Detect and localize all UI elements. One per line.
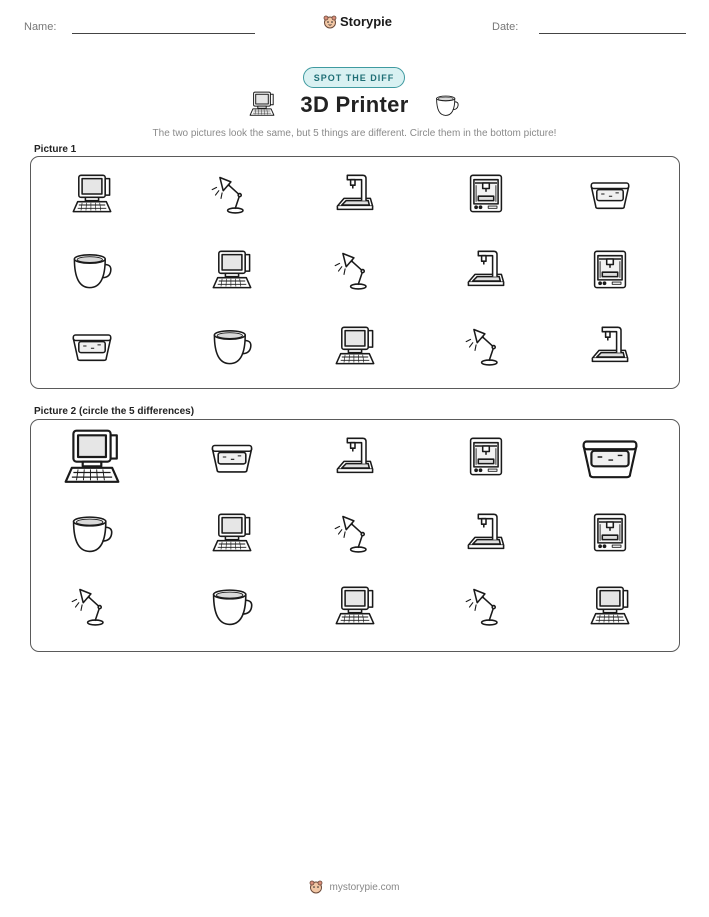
computer-icon xyxy=(210,248,254,292)
title-cup-icon xyxy=(431,92,463,118)
storage-bin-icon[interactable] xyxy=(209,434,255,480)
storage-bin-icon xyxy=(588,172,632,216)
desk-lamp-icon xyxy=(333,248,377,292)
computer-icon[interactable] xyxy=(333,584,377,628)
picture1-label: Picture 1 xyxy=(34,144,77,155)
desk-lamp-icon xyxy=(464,324,508,368)
computer-icon xyxy=(333,324,377,368)
3d-printer-base-icon[interactable] xyxy=(464,511,508,555)
desk-lamp-icon[interactable] xyxy=(464,584,508,628)
footer xyxy=(0,880,709,894)
storypie-mascot-icon xyxy=(323,15,337,29)
desk-lamp-icon[interactable] xyxy=(70,584,114,628)
page-title: 3D Printer xyxy=(300,92,409,117)
footer-site: mystorypie.com xyxy=(329,881,400,893)
3d-printer-base-icon xyxy=(333,172,377,216)
3d-printer-base-icon xyxy=(464,248,508,292)
3d-printer-base-icon[interactable] xyxy=(333,435,377,479)
storypie-mascot-icon xyxy=(309,880,323,894)
name-line[interactable] xyxy=(72,33,255,34)
computer-icon[interactable] xyxy=(210,511,254,555)
cup-icon[interactable] xyxy=(69,510,115,556)
desk-lamp-icon[interactable] xyxy=(333,511,377,555)
3d-printer-cube-icon[interactable] xyxy=(464,435,508,479)
date-label: Date: xyxy=(492,21,519,33)
picture2-label: Picture 2 (circle the 5 differences) xyxy=(34,406,195,417)
computer-icon[interactable] xyxy=(588,584,632,628)
computer-icon[interactable] xyxy=(61,426,123,488)
cup-icon xyxy=(210,324,254,368)
date-line[interactable] xyxy=(539,33,686,34)
brand-logo xyxy=(323,14,392,29)
3d-printer-base-icon xyxy=(588,324,632,368)
storage-bin-icon[interactable] xyxy=(579,426,641,488)
instructions: The two pictures look the same, but 5 things are different. Circle them in the bottom picture! xyxy=(152,128,557,139)
computer-icon xyxy=(70,172,114,216)
storage-bin-icon xyxy=(70,324,114,368)
activity-badge: SPOT THE DIFF xyxy=(303,67,405,88)
cup-icon[interactable] xyxy=(209,583,255,629)
cup-icon xyxy=(70,248,114,292)
3d-printer-cube-icon xyxy=(464,172,508,216)
desk-lamp-icon xyxy=(210,172,254,216)
brand-name: Storypie xyxy=(340,14,393,29)
3d-printer-cube-icon xyxy=(588,248,632,292)
3d-printer-cube-icon[interactable] xyxy=(588,511,632,555)
name-label: Name: xyxy=(24,21,57,33)
